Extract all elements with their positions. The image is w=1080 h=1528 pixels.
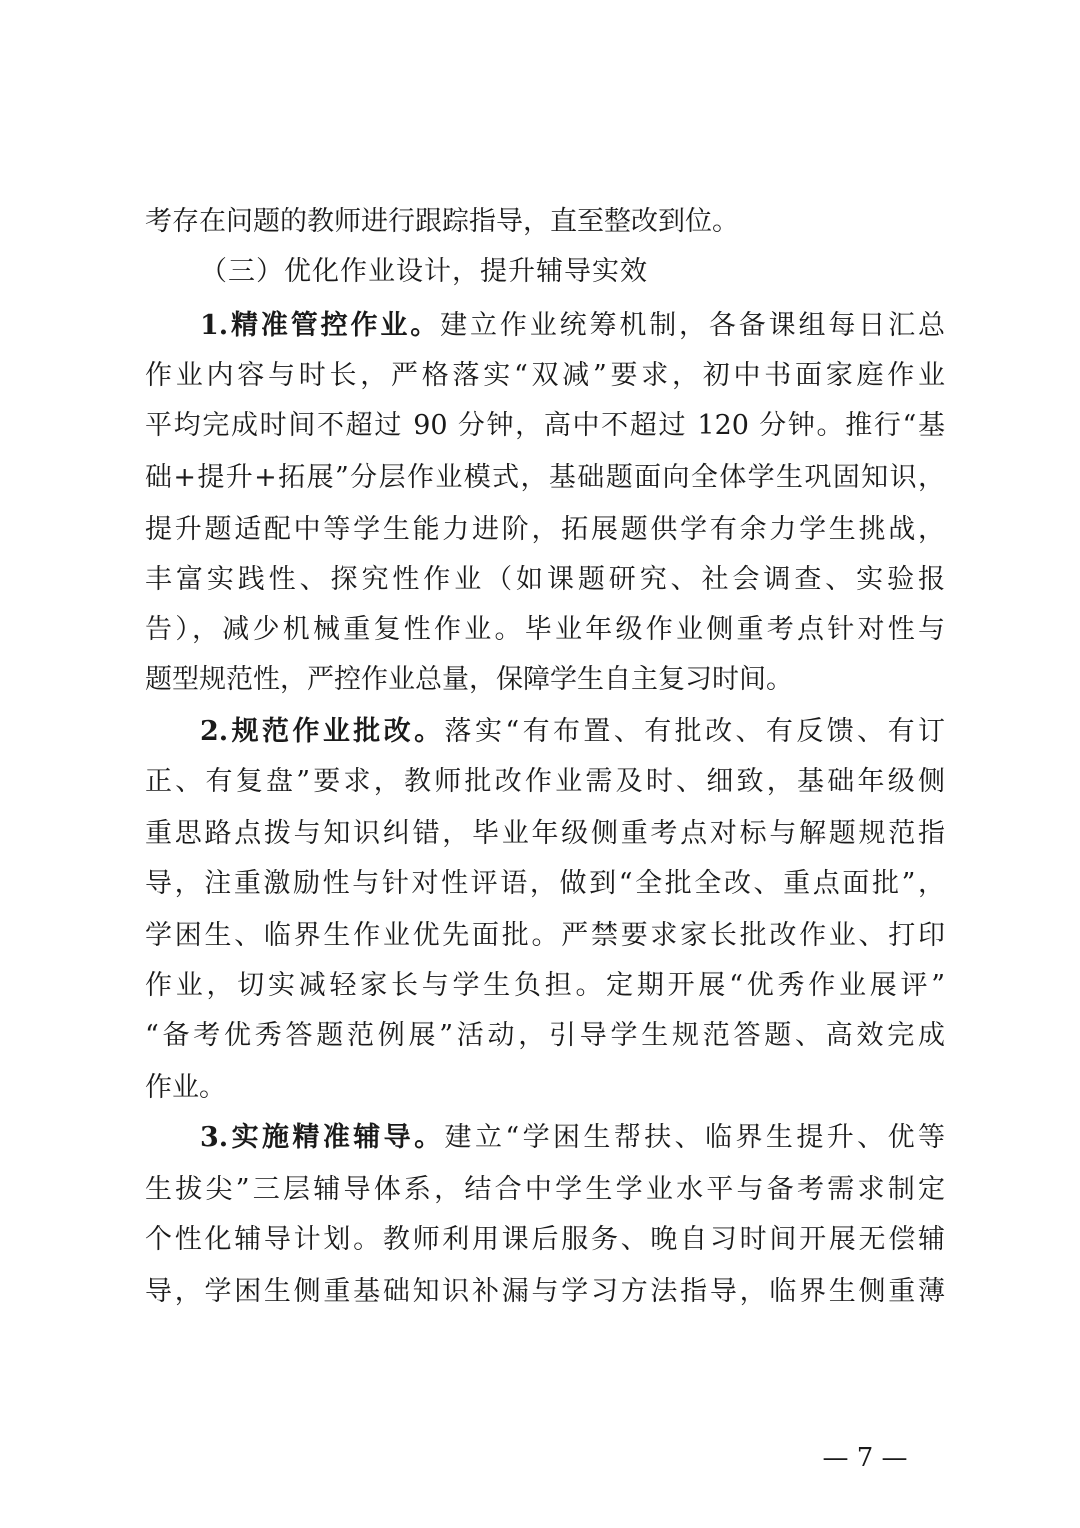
section-heading: （三）优化作业设计，提升辅导实效 bbox=[200, 256, 648, 287]
body-line: 作业内容与时长，严格落实“双减”要求，初中书面家庭作业 bbox=[145, 360, 945, 391]
body-line: 个性化辅导计划。教师利用课后服务、晚自习时间开展无偿辅 bbox=[145, 1224, 945, 1255]
body-line: 作业，切实减轻家长与学生负担。定期开展“优秀作业展评” bbox=[145, 970, 945, 1001]
body-line: 导，学困生侧重基础知识补漏与学习方法指导，临界生侧重薄 bbox=[145, 1276, 945, 1307]
body-line: 平均完成时间不超过 90 分钟，高中不超过 120 分钟。推行“基 bbox=[145, 410, 945, 441]
body-line: 丰富实践性、探究性作业（如课题研究、社会调查、实验报 bbox=[145, 564, 945, 595]
body-line: 作业。 bbox=[145, 1072, 226, 1103]
paragraph-start-line: 2.规范作业批改。落实“有布置、有批改、有反馈、有订 bbox=[200, 716, 946, 747]
paragraph-start-line: 3.实施精准辅导。建立“学困生帮扶、临界生提升、优等 bbox=[200, 1122, 946, 1153]
body-line: 重思路点拨与知识纠错，毕业年级侧重考点对标与解题规范指 bbox=[145, 818, 945, 849]
body-line: 告），减少机械重复性作业。毕业年级作业侧重考点针对性与 bbox=[145, 614, 945, 645]
item-title: 3.实施精准辅导。 bbox=[200, 1122, 445, 1153]
body-line: 导，注重激励性与针对性评语，做到“全批全改、重点面批”， bbox=[145, 868, 945, 899]
body-line: 学困生、临界生作业优先面批。严禁要求家长批改作业、打印 bbox=[145, 920, 945, 951]
body-line: 考存在问题的教师进行跟踪指导，直至整改到位。 bbox=[145, 206, 739, 237]
item-title: 2.规范作业批改。 bbox=[200, 716, 445, 747]
body-line: 题型规范性，严控作业总量，保障学生自主复习时间。 bbox=[145, 664, 793, 695]
body-line: 础+提升+拓展”分层作业模式，基础题面向全体学生巩固知识， bbox=[145, 462, 945, 493]
body-line: 正、有复盘”要求，教师批改作业需及时、细致，基础年级侧 bbox=[145, 766, 945, 797]
page-number: — 7 — bbox=[822, 1443, 908, 1473]
body-line: 生拔尖”三层辅导体系，结合中学生学业水平与备考需求制定 bbox=[145, 1174, 945, 1205]
body-line: “备考优秀答题范例展”活动，引导学生规范答题、高效完成 bbox=[145, 1020, 945, 1051]
item-title: 1.精准管控作业。 bbox=[200, 310, 441, 341]
body-line: 提升题适配中等学生能力进阶，拓展题供学有余力学生挑战， bbox=[145, 514, 945, 545]
paragraph-start-line: 1.精准管控作业。建立作业统筹机制，各备课组每日汇总 bbox=[200, 310, 945, 341]
